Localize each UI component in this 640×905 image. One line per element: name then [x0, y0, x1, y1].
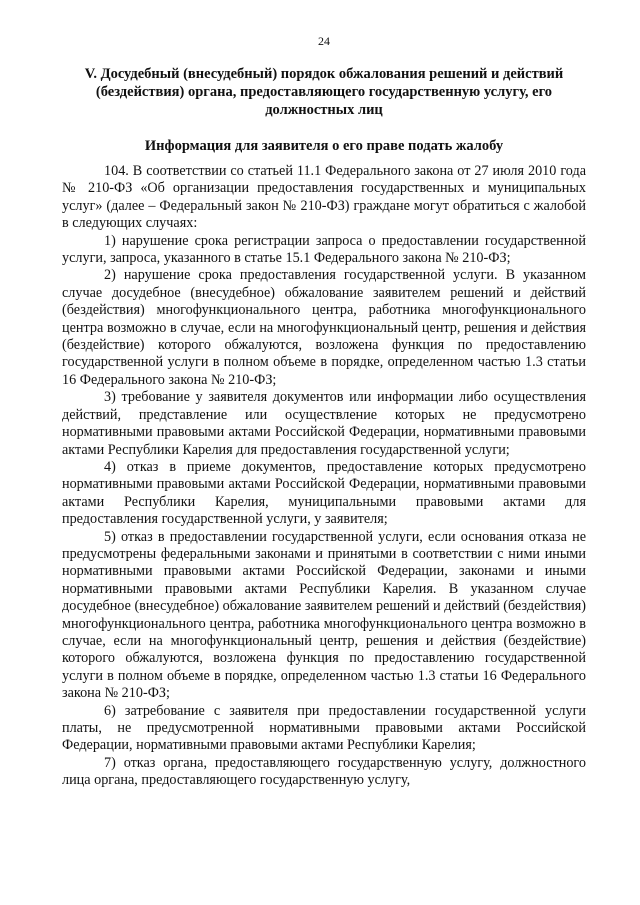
paragraph-item-4: 4) отказ в приеме документов, предоставление которых предусмотрено нормативными правовыми актами Российской Федерации, нормативными правовыми актами Республики Карелия, муниципальными правовыми актами для предоставления государственной услуги, у заявителя;: [62, 458, 586, 528]
paragraph-104: 104. В соответствии со статьей 11.1 Федерального закона от 27 июля 2010 года № 210-ФЗ «Об организации предоставления государственных и муниципальных услуг» (далее – Федеральный закон № 210-ФЗ) граждане могут обратиться с жалобой в следующих случаях:: [62, 163, 586, 232]
section-heading: V. Досудебный (внесудебный) порядок обжалования решений и действий (бездействия) органа, предоставляющего государственную услугу, его должностных лиц: [84, 66, 564, 118]
paragraph-item-3: 3) требование у заявителя документов или информации либо осуществления действий, представление или осуществление которых не предусмотрено нормативными правовыми актами Российской Федерации, нормативными правовыми актами Республики Карелия для предоставления государственной услуги;: [62, 389, 586, 458]
paragraph-item-7: 7) отказ органа, предоставляющего государственную услугу, должностного лица органа, предоставляющего государственную услугу,: [62, 754, 586, 789]
subheading: Информация для заявителя о его праве подать жалобу: [144, 138, 504, 154]
body-text: [62, 163, 586, 790]
paragraph-item-1: 1) нарушение срока регистрации запроса о предоставлении государственной услуги, запроса, указанного в статье 15.1 Федерального закона № 210-ФЗ;: [62, 232, 586, 267]
page-number: 24: [318, 34, 330, 48]
paragraph-item-2: 2) нарушение срока предоставления государственной услуги. В указанном случае досудебное (внесудебное) обжалование заявителем решений и действий (бездействия) многофункционального центра, работника многофункционального центра возможно в случае, если на многофункциональный центр, решения и действия (бездействие) которого обжалуются, возложена функция по предоставлению государственной услуги в полном объеме в порядке, определенном частью 1.3 статьи 16 Федерального закона № 210-ФЗ;: [62, 267, 586, 388]
paragraph-item-6: 6) затребование с заявителя при предоставлении государственной услуги платы, не предусмотренной нормативными правовыми актами Российской Федерации, нормативными правовыми актами Республики Карелия;: [62, 702, 586, 754]
paragraph-item-5: 5) отказ в предоставлении государственной услуги, если основания отказа не предусмотрены федеральными законами и принятыми в соответствии с ними иными нормативными правовыми актами Российской Федерации, законами и иными нормативными правовыми актами Республики Карелия. В указанном случае досудебное (внесудебное) обжалование заявителем решений и действий (бездействия) многофункционального центра, работника многофункционального центра возможно в случае, если на многофункциональный центр, решения и действия (бездействие) которого обжалуются, возложена функция по предоставлению государственной услуги в полном объеме в порядке, определенном частью 1.3 статьи 16 Федерального закона № 210-ФЗ;: [62, 528, 586, 702]
